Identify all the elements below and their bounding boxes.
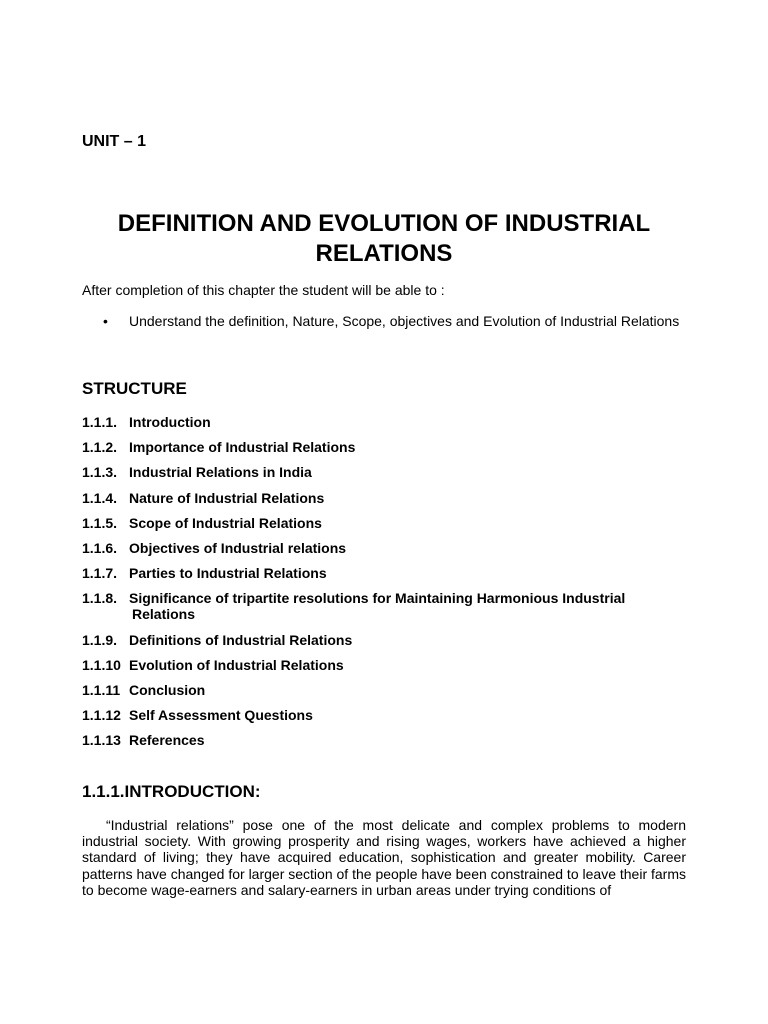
structure-item (82, 682, 692, 698)
bullet-icon: • (103, 313, 108, 329)
objective-item (82, 313, 686, 329)
structure-item-number: 1.1.7. (82, 565, 118, 582)
chapter-title (82, 209, 686, 269)
structure-item-text: Significance of tripartite resolutions for Maintaining Harmonious Industrial Relations (129, 590, 626, 623)
structure-item-number: 1.1.5. (82, 514, 118, 531)
structure-item-number: 1.1.10 (82, 656, 121, 673)
structure-item-text: Scope of Industrial Relations (129, 514, 322, 531)
structure-item-text: Self Assessment Questions (129, 707, 313, 724)
structure-item (82, 565, 692, 581)
structure-item-text: Evolution of Industrial Relations (129, 656, 344, 673)
structure-item-number: 1.1.1. (82, 414, 118, 430)
structure-item-number: 1.1.11 (82, 681, 121, 698)
structure-item-text: Conclusion (129, 681, 206, 698)
structure-item (82, 590, 692, 622)
structure-heading: STRUCTURE (82, 379, 187, 398)
chapter-intro-line: After completion of this chapter the student will be able to : (82, 282, 445, 298)
structure-item-text: Definitions of Industrial Relations (129, 631, 353, 648)
structure-item (82, 414, 692, 430)
structure-item-text: Introduction (129, 414, 211, 430)
structure-item (82, 657, 692, 673)
unit-label: UNIT – 1 (82, 133, 147, 150)
structure-item-number: 1.1.3. (82, 464, 118, 481)
structure-item (82, 632, 692, 648)
structure-item-number: 1.1.2. (82, 439, 118, 456)
structure-item (82, 439, 692, 455)
chapter-title-line-2: RELATIONS (315, 240, 453, 267)
structure-item-number: 1.1.8. (82, 590, 118, 607)
structure-item-text: Nature of Industrial Relations (129, 489, 325, 506)
structure-item (82, 490, 692, 506)
structure-item (82, 707, 692, 723)
objectives-list (82, 313, 686, 329)
chapter-title-line-1: DEFINITION AND EVOLUTION OF INDUSTRIAL (117, 210, 651, 237)
structure-item (82, 732, 692, 748)
structure-item-text: Industrial Relations in India (129, 464, 312, 481)
structure-item (82, 464, 692, 480)
structure-item-text: Objectives of Industrial relations (129, 539, 347, 556)
structure-item (82, 540, 692, 556)
structure-item-number: 1.1.6. (82, 539, 118, 556)
structure-item-text: Parties to Industrial Relations (129, 565, 327, 582)
structure-item-text: Importance of Industrial Relations (129, 439, 356, 456)
introduction-heading: 1.1.1.INTRODUCTION: (82, 782, 261, 801)
structure-item-number: 1.1.4. (82, 489, 118, 506)
structure-item-text: References (129, 732, 205, 749)
structure-item-number: 1.1.13 (82, 732, 121, 749)
structure-item (82, 515, 692, 531)
objective-text: Understand the definition, Nature, Scope, objectives and Evolution of Industrial Relations (129, 313, 680, 329)
structure-item-number: 1.1.9. (82, 631, 118, 648)
structure-item-number: 1.1.12 (82, 707, 121, 724)
structure-list (82, 414, 692, 757)
introduction-paragraph: “Industrial relations” pose one of the most delicate and complex problems to modern industrial society. With growing prosperity and rising wages, workers have achieved a higher standard of living; they have acquired education, sophistication and greater mobility. Career patterns have changed for larger section of the people have been constrained to leave their farms to become wage-earners and salary-earners in urban areas under trying conditions of (82, 817, 686, 898)
